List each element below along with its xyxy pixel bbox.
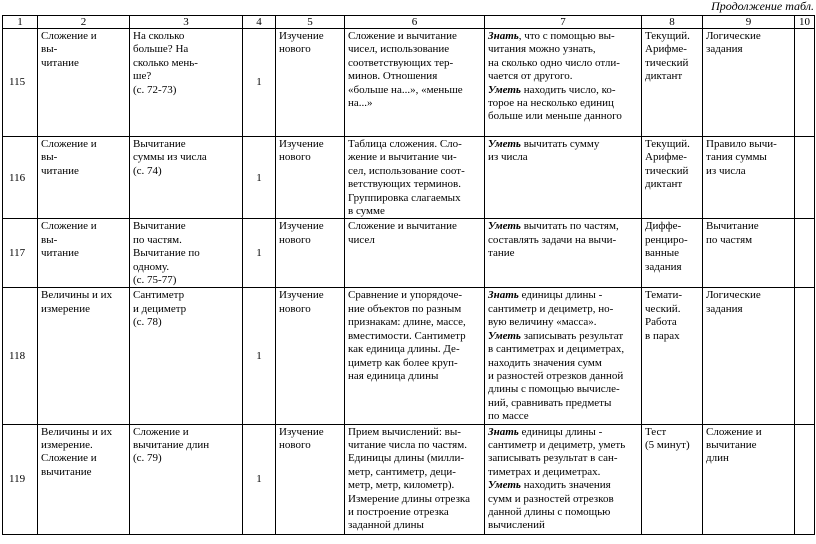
requirement-text: сантиметр и дециметр, уметь xyxy=(488,438,626,451)
content-line: Измерение длины отрезка xyxy=(348,492,470,505)
requirement-line xyxy=(488,30,638,43)
topic-line: читание xyxy=(41,247,79,260)
content-line: циметр как более круп- xyxy=(348,356,458,369)
lesson-title-line: суммы из числа xyxy=(133,151,207,164)
content-line: Таблица сложения. Сло- xyxy=(348,138,462,150)
control-type-line: ренциро- xyxy=(645,233,688,246)
column-10-cell xyxy=(795,288,815,424)
control-type-line: Арифме- xyxy=(645,43,687,56)
header-cell: 1 xyxy=(3,16,38,29)
content-line: заданной длины xyxy=(348,519,424,532)
content-line: сел, использование соот- xyxy=(348,164,465,177)
extra-line: длин xyxy=(706,452,729,465)
lesson-title-line: по частям. xyxy=(133,233,182,246)
column-10-cell xyxy=(795,219,815,288)
lesson-title-cell xyxy=(130,29,243,137)
lesson-type-cell xyxy=(276,424,345,534)
requirements-cell xyxy=(485,219,642,288)
topic-line: Сложение и xyxy=(41,30,97,42)
requirement-line xyxy=(488,493,638,506)
control-type-line: задания xyxy=(645,260,682,273)
control-type-line: тический xyxy=(645,56,689,69)
lesson-title-cell xyxy=(130,137,243,219)
requirement-keyword: Знать xyxy=(488,289,519,302)
extra-line: Логические xyxy=(706,289,761,302)
header-cell: 7 xyxy=(485,16,642,29)
requirement-text: находить значения сумм xyxy=(488,356,602,369)
requirement-text: сумм и разностей отрезков xyxy=(488,492,614,505)
requirement-text: по массе xyxy=(488,410,529,423)
column-10-cell xyxy=(795,137,815,219)
topic-line: измерение. xyxy=(41,438,93,451)
lesson-type-line: нового xyxy=(279,151,311,164)
hours-cell: 1 xyxy=(243,424,276,534)
lesson-number-cell: 117 xyxy=(3,219,38,288)
header-cell: 10 xyxy=(795,16,815,29)
topic-cell xyxy=(38,288,130,424)
requirement-line xyxy=(488,151,638,164)
requirement-line xyxy=(488,247,638,260)
extra-cell xyxy=(703,137,795,219)
topic-line: читание xyxy=(41,56,79,69)
requirement-text: торое на несколько единиц xyxy=(488,97,614,110)
requirement-line xyxy=(488,426,638,439)
requirement-text: в сантиметрах и дециметрах, xyxy=(488,343,625,356)
requirement-text: единицы длины - xyxy=(518,289,603,302)
header-cell: 4 xyxy=(243,16,276,29)
requirement-line xyxy=(488,234,638,247)
content-line: Сложение и вычитание xyxy=(348,30,457,42)
content-line: соответствующих тер- xyxy=(348,56,454,69)
requirements-cell xyxy=(485,137,642,219)
requirement-line xyxy=(488,439,638,452)
lesson-title-line: ше? xyxy=(133,70,152,83)
requirement-text: записывать результат в сан- xyxy=(488,452,618,465)
control-type-line: ческий. xyxy=(645,302,681,315)
control-type-cell xyxy=(642,29,703,137)
control-type-line: Работа xyxy=(645,316,677,329)
lesson-type-line: Изучение xyxy=(279,30,324,42)
lesson-title-line: сколько мень- xyxy=(133,56,198,69)
control-type-line: в парах xyxy=(645,329,680,342)
header-cell: 2 xyxy=(38,16,130,29)
lesson-title-line: Вычитание xyxy=(133,138,186,150)
lesson-type-line: Изучение xyxy=(279,425,324,438)
header-cell: 5 xyxy=(276,16,345,29)
topic-line: вычитание xyxy=(41,465,92,478)
requirement-line xyxy=(488,57,638,70)
control-type-line: тический xyxy=(645,164,689,177)
extra-line: вычитание xyxy=(706,438,757,451)
lesson-title-line: (с. 74) xyxy=(133,164,162,177)
lesson-plan-table xyxy=(2,15,815,535)
requirement-text: , что с помощью вы- xyxy=(518,30,615,42)
content-line: метр, сантиметр, деци- xyxy=(348,465,456,478)
requirement-line xyxy=(488,357,638,370)
requirement-line xyxy=(488,410,638,423)
content-line: «больше на...», «меньше xyxy=(348,83,463,96)
lesson-title-line: одному. xyxy=(133,260,170,273)
lesson-type-cell xyxy=(276,288,345,424)
content-line: ние объектов по разным xyxy=(348,302,462,315)
extra-cell xyxy=(703,29,795,137)
requirement-text: вычислений xyxy=(488,519,545,532)
table-row xyxy=(3,29,815,137)
lesson-number-cell: 115 xyxy=(3,29,38,137)
control-type-cell xyxy=(642,219,703,288)
column-10-cell xyxy=(795,424,815,534)
requirement-line xyxy=(488,110,638,123)
extra-line: тания суммы xyxy=(706,151,767,164)
requirement-text: тиметрах и дециметрах. xyxy=(488,465,601,478)
requirement-line xyxy=(488,220,638,233)
lesson-title-line: Сложение и xyxy=(133,425,189,438)
requirement-line xyxy=(488,330,638,343)
requirement-line xyxy=(488,383,638,396)
lesson-title-cell xyxy=(130,288,243,424)
header-cell: 3 xyxy=(130,16,243,29)
requirement-keyword: Уметь xyxy=(488,220,521,233)
lesson-number-cell: 116 xyxy=(3,137,38,219)
control-type-line: Темати- xyxy=(645,289,683,302)
requirement-line xyxy=(488,70,638,83)
requirement-text: данной длины с помощью xyxy=(488,505,611,518)
requirement-keyword: Уметь xyxy=(488,83,521,96)
lesson-title-line: и дециметр xyxy=(133,302,187,315)
requirement-line xyxy=(488,370,638,383)
content-line: ветствующих терминов. xyxy=(348,178,461,191)
requirement-text: чается от другого. xyxy=(488,70,573,83)
requirement-line xyxy=(488,97,638,110)
topic-line: Величины и их xyxy=(41,425,113,438)
requirement-line xyxy=(488,43,638,56)
control-type-line: Тест xyxy=(645,425,667,438)
topic-line: Сложение и xyxy=(41,452,97,465)
lesson-title-cell xyxy=(130,424,243,534)
requirement-keyword: Знать xyxy=(488,30,519,42)
table-row xyxy=(3,137,815,219)
topic-cell xyxy=(38,137,130,219)
requirement-text: длины с помощью вычисле- xyxy=(488,383,620,396)
content-line: признакам: длине, массе, xyxy=(348,316,466,329)
lesson-type-line: нового xyxy=(279,233,311,246)
content-cell xyxy=(345,137,485,219)
extra-line: Сложение и xyxy=(706,425,762,438)
requirement-keyword: Уметь xyxy=(488,479,521,492)
requirement-keyword: Уметь xyxy=(488,329,521,342)
requirement-line xyxy=(488,519,638,532)
requirement-line xyxy=(488,506,638,519)
lesson-title-line: (с. 78) xyxy=(133,316,162,329)
lesson-type-line: нового xyxy=(279,302,311,315)
content-line: жение и вычитание чи- xyxy=(348,151,457,164)
control-type-cell xyxy=(642,137,703,219)
extra-cell xyxy=(703,424,795,534)
topic-cell xyxy=(38,219,130,288)
extra-line: из числа xyxy=(706,164,746,177)
lesson-type-line: нового xyxy=(279,438,311,451)
lesson-number-cell: 119 xyxy=(3,424,38,534)
requirement-keyword: Уметь xyxy=(488,138,521,150)
topic-line: Сложение и xyxy=(41,220,97,233)
requirement-text: записывать результат xyxy=(520,329,624,342)
hours-cell: 1 xyxy=(243,29,276,137)
requirement-text: из числа xyxy=(488,151,528,164)
hours-cell: 1 xyxy=(243,219,276,288)
topic-line: Величины и их xyxy=(41,289,113,302)
requirement-text: ний, сравнивать предметы xyxy=(488,396,612,409)
requirement-text: читания можно узнать, xyxy=(488,43,596,56)
requirement-line xyxy=(488,303,638,316)
table-caption: Продолжение табл. xyxy=(711,0,814,13)
requirement-text: и разностей отрезков данной xyxy=(488,369,624,382)
control-type-line: Текущий. xyxy=(645,30,690,42)
topic-line: Сложение и xyxy=(41,138,97,150)
requirement-line xyxy=(488,316,638,329)
control-type-cell xyxy=(642,288,703,424)
lesson-number-cell: 118 xyxy=(3,288,38,424)
control-type-line: диктант xyxy=(645,70,683,83)
lesson-title-line: Вычитание xyxy=(133,220,186,233)
content-line: Группировка слагаемых xyxy=(348,191,461,204)
requirement-line xyxy=(488,289,638,302)
requirement-text: находить число, ко- xyxy=(520,83,616,96)
lesson-title-line: вычитание длин xyxy=(133,438,210,451)
content-line: Сложение и вычитание xyxy=(348,220,457,233)
table-row xyxy=(3,288,815,424)
lesson-title-line: (с. 79) xyxy=(133,452,162,465)
content-line: читание числа по частям. xyxy=(348,438,467,451)
content-cell xyxy=(345,219,485,288)
content-line: чисел xyxy=(348,233,375,246)
extra-cell xyxy=(703,219,795,288)
content-line: минов. Отношения xyxy=(348,70,438,83)
control-type-cell xyxy=(642,424,703,534)
header-cell: 9 xyxy=(703,16,795,29)
control-type-line: ванные xyxy=(645,247,679,260)
table-row xyxy=(3,424,815,534)
column-10-cell xyxy=(795,29,815,137)
topic-line: читание xyxy=(41,164,79,177)
topic-line: вы- xyxy=(41,151,58,164)
requirement-text: сантиметр и дециметр, но- xyxy=(488,302,614,315)
extra-line: задания xyxy=(706,43,743,56)
content-cell xyxy=(345,29,485,137)
content-line: в сумме xyxy=(348,205,385,218)
control-type-line: Арифме- xyxy=(645,151,687,164)
extra-line: Правило вычи- xyxy=(706,138,777,150)
lesson-title-cell xyxy=(130,219,243,288)
content-line: Прием вычислений: вы- xyxy=(348,425,461,438)
lesson-type-cell xyxy=(276,137,345,219)
control-type-line: Диффе- xyxy=(645,220,682,233)
requirement-line xyxy=(488,343,638,356)
topic-line: вы- xyxy=(41,233,58,246)
content-line: как единица длины. Де- xyxy=(348,343,460,356)
requirement-line xyxy=(488,479,638,492)
content-line: вместимости. Сантиметр xyxy=(348,329,466,342)
requirement-keyword: Знать xyxy=(488,425,519,438)
content-line: и построение отрезка xyxy=(348,505,449,518)
extra-line: Логические xyxy=(706,30,761,42)
requirement-text: вычитать по частям, xyxy=(520,220,619,233)
content-line: ная единица длины xyxy=(348,369,439,382)
header-cell: 6 xyxy=(345,16,485,29)
topic-cell xyxy=(38,424,130,534)
hours-cell: 1 xyxy=(243,288,276,424)
requirement-text: находить значения xyxy=(520,479,611,492)
lesson-type-line: Изучение xyxy=(279,289,324,302)
header-row xyxy=(3,16,815,29)
lesson-type-cell xyxy=(276,29,345,137)
lesson-title-line: Вычитание по xyxy=(133,247,200,260)
topic-cell xyxy=(38,29,130,137)
content-line: на...» xyxy=(348,97,373,110)
extra-line: Вычитание xyxy=(706,220,759,233)
requirement-line xyxy=(488,84,638,97)
extra-line: по частям xyxy=(706,233,753,246)
content-cell xyxy=(345,288,485,424)
content-cell xyxy=(345,424,485,534)
content-line: Единицы длины (милли- xyxy=(348,452,465,465)
lesson-title-line: На сколько xyxy=(133,30,185,42)
control-type-line: (5 минут) xyxy=(645,438,690,451)
lesson-title-line: (с. 72-73) xyxy=(133,83,177,96)
requirements-cell xyxy=(485,288,642,424)
control-type-line: диктант xyxy=(645,178,683,191)
requirements-cell xyxy=(485,29,642,137)
table-row xyxy=(3,219,815,288)
extra-line: задания xyxy=(706,302,743,315)
extra-cell xyxy=(703,288,795,424)
header-cell: 8 xyxy=(642,16,703,29)
requirements-cell xyxy=(485,424,642,534)
requirement-text: вую величину «масса». xyxy=(488,316,597,329)
requirement-text: вычитать сумму xyxy=(520,138,600,150)
lesson-title-line: (с. 75-77) xyxy=(133,274,177,287)
requirement-text: больше или меньше данного xyxy=(488,110,622,123)
requirement-text: единицы длины - xyxy=(518,425,603,438)
lesson-title-line: Сантиметр xyxy=(133,289,185,302)
requirement-text: на сколько одно число отли- xyxy=(488,56,620,69)
lesson-type-line: Изучение xyxy=(279,138,324,150)
lesson-type-line: Изучение xyxy=(279,220,324,233)
requirement-line xyxy=(488,397,638,410)
content-line: чисел, использование xyxy=(348,43,450,56)
content-line: Сравнение и упорядоче- xyxy=(348,289,463,302)
hours-cell: 1 xyxy=(243,137,276,219)
requirement-text: тание xyxy=(488,247,515,260)
lesson-title-line: больше? На xyxy=(133,43,189,56)
topic-line: вы- xyxy=(41,43,58,56)
requirement-text: составлять задачи на вычи- xyxy=(488,233,617,246)
requirement-line xyxy=(488,466,638,479)
requirement-line xyxy=(488,138,638,151)
requirement-line xyxy=(488,452,638,465)
control-type-line: Текущий. xyxy=(645,138,690,150)
lesson-type-cell xyxy=(276,219,345,288)
lesson-type-line: нового xyxy=(279,43,311,56)
content-line: метр, метр, километр). xyxy=(348,479,455,492)
topic-line: измерение xyxy=(41,302,90,315)
